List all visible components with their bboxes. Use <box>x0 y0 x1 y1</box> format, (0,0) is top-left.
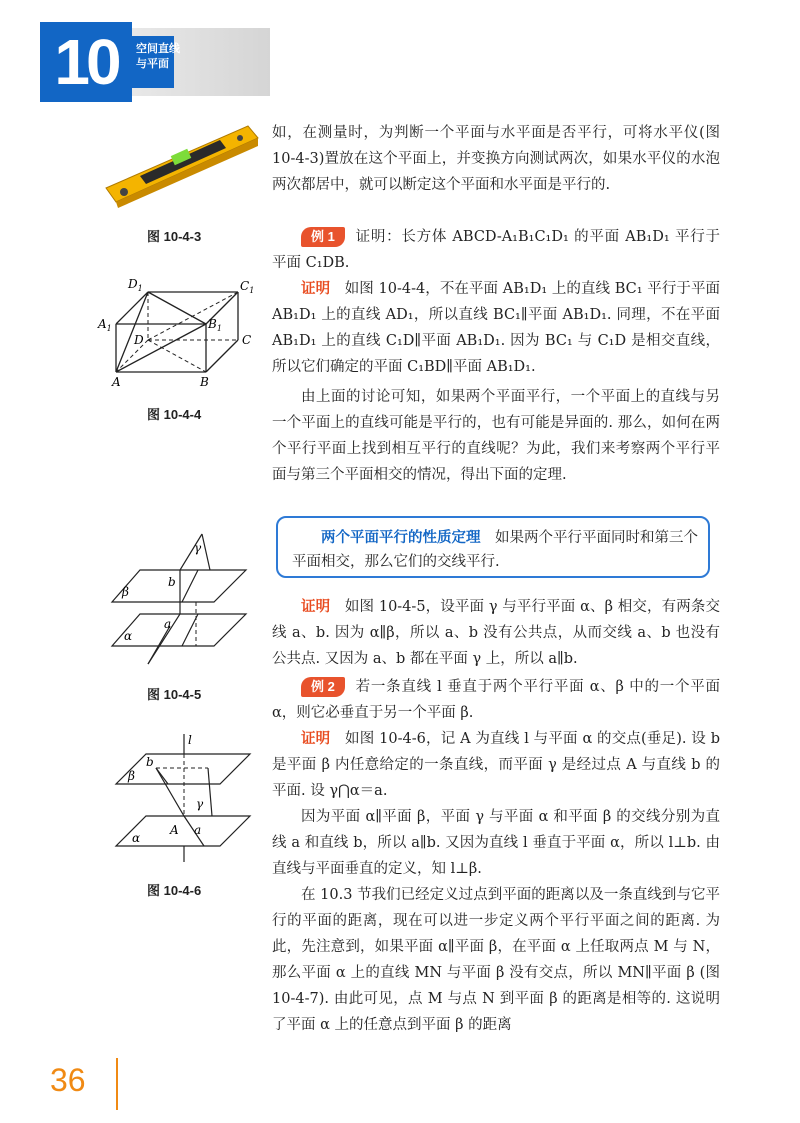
paragraph-text: 如，在测量时，为判断一个平面与水平面是否平行，可将水平仪(图 10-4-3)置放在这个平面上，并变换方向测试两次，如果水平仪的水泡两次都居中，就可以断定这个平面和水平面是平行的. <box>272 125 720 193</box>
chapter-title-line1: 空间直线 <box>136 43 180 55</box>
paragraph-text: 在 10.3 节我们已经定义过点到平面的距离以及一条直线到与它平行的平面的距离，现在可以进一步定义两个平行平面之间的距离. 为此，先注意到，如果平面 α∥平面 β，在平面 α 上任取两点 M 与 N，那么平面 α 上的直线 MN 与平面 β 没有交点，所以 MN∥平面 β (图 10-4-7). 由此可见，点 M 与点 N 到平面 β 的距离是相等的. 这说明了平面 α 上的任意点到平面 β 的距离 <box>272 887 720 1033</box>
page-number: 36 <box>50 1062 86 1098</box>
label-C: C <box>242 333 252 347</box>
perpendicular-line-figure <box>112 730 252 866</box>
theorem-title: 两个平面平行的性质定理 <box>321 530 481 546</box>
paragraph-text: 因为平面 α∥平面 β，平面 γ 与平面 α 和平面 β 的交线分别为直线 a 和直线 b，所以 a∥b. 又因为直线 l 垂直于平面 α，所以 l⊥b. 由直线与平面垂直的定义，知 l⊥β. <box>272 809 720 877</box>
chapter-title-panel <box>132 28 270 96</box>
label-l: l <box>188 733 192 747</box>
proof-2-text: 如图 10-4-5，设平面 γ 与平行平面 α、β 相交，有两条交线 a、b. 因为 α∥β，所以 a、b 没有公共点，从而交线 a、b 也没有公共点. 又因为 a、b 都在平面 γ 上，所以 a∥b. <box>272 599 721 667</box>
paragraph-discussion <box>272 384 720 488</box>
proof-2 <box>272 594 720 672</box>
chapter-header <box>40 22 270 102</box>
paragraph-level <box>272 120 720 198</box>
paragraph-distance <box>272 882 720 1038</box>
label-alpha: α <box>124 629 133 643</box>
proof-1 <box>272 276 720 380</box>
figure-caption-10-4-6: 图 10-4-6 <box>147 883 202 898</box>
proof-label: 证明 <box>301 731 331 747</box>
proof-3-text: 如图 10-4-6，记 A 为直线 l 与平面 α 的交点(垂足). 设 b 是平面 β 内任意给定的一条直线，而平面 γ 是经过点 A 与直线 b 的平面. 设 γ⋂α＝a. <box>272 731 721 799</box>
label-a: a <box>164 617 172 631</box>
figure-caption-10-4-3: 图 10-4-3 <box>147 229 202 244</box>
example-1-badge: 例 1 <box>301 227 345 247</box>
example-1 <box>272 224 720 276</box>
label-D1: $D_1$ <box>128 277 143 293</box>
label-gamma: γ <box>196 797 204 811</box>
level-tool-figure <box>100 118 262 210</box>
label-A: A <box>112 375 121 389</box>
label-beta: β <box>122 585 129 599</box>
label-gamma: γ <box>194 541 202 555</box>
label-B1: $B_1$ <box>208 317 222 333</box>
example-2-text: 若一条直线 l 垂直于两个平行平面 α、β 中的一个平面 α，则它必垂直于另一个平面 β. <box>272 679 720 721</box>
chapter-number: 10 <box>40 22 132 102</box>
example-2-badge: 例 2 <box>301 677 345 697</box>
paragraph-conclusion <box>272 804 720 882</box>
label-a: a <box>194 823 202 837</box>
label-b: b <box>146 755 154 769</box>
chapter-title-line2: 与平面 <box>136 58 169 70</box>
label-b: b <box>168 575 176 589</box>
chapter-title <box>136 42 216 72</box>
example-2 <box>272 674 720 726</box>
figure-caption-10-4-4: 图 10-4-4 <box>147 407 202 422</box>
label-alpha: α <box>132 831 141 845</box>
label-A1: $A_1$ <box>98 317 112 333</box>
label-A: A <box>170 823 179 837</box>
label-D: D <box>134 333 144 347</box>
label-C1: $C_1$ <box>240 279 255 295</box>
label-beta: β <box>128 769 135 783</box>
proof-3 <box>272 726 720 804</box>
cuboid-figure <box>96 276 266 394</box>
page-number-rule <box>116 1058 118 1110</box>
parallel-planes-figure <box>110 530 250 670</box>
proof-label: 证明 <box>301 599 331 615</box>
proof-label: 证明 <box>301 281 331 297</box>
label-B: B <box>200 375 209 389</box>
paragraph-text: 由上面的讨论可知，如果两个平面平行，一个平面上的直线与另一个平面上的直线可能是平行的，也有可能是异面的. 那么，如何在两个平行平面上找到相互平行的直线呢？为此，我们来考察两个平行平面与第三个平面相交的情况，得出下面的定理. <box>272 389 720 483</box>
theorem-box <box>276 516 710 578</box>
proof-1-text: 如图 10-4-4，不在平面 AB₁D₁ 上的直线 BC₁ 平行于平面 AB₁D₁ 上的直线 AD₁，所以直线 BC₁∥平面 AB₁D₁. 同理，不在平面 AB₁D₁ 上的直线 C₁D∥平面 AB₁D₁. 因为 BC₁ 与 C₁D 是相交直线，所以它们确定的平面 C₁BD∥平面 AB₁D₁. <box>272 281 721 375</box>
theorem-text: 如果两个平行平面同时和第三个平面相交，那么它们的交线平行. <box>292 530 698 570</box>
example-1-text: 证明：长方体 ABCD-A₁B₁C₁D₁ 的平面 AB₁D₁ 平行于平面 C₁DB. <box>272 229 720 271</box>
figure-caption-10-4-5: 图 10-4-5 <box>147 687 202 702</box>
